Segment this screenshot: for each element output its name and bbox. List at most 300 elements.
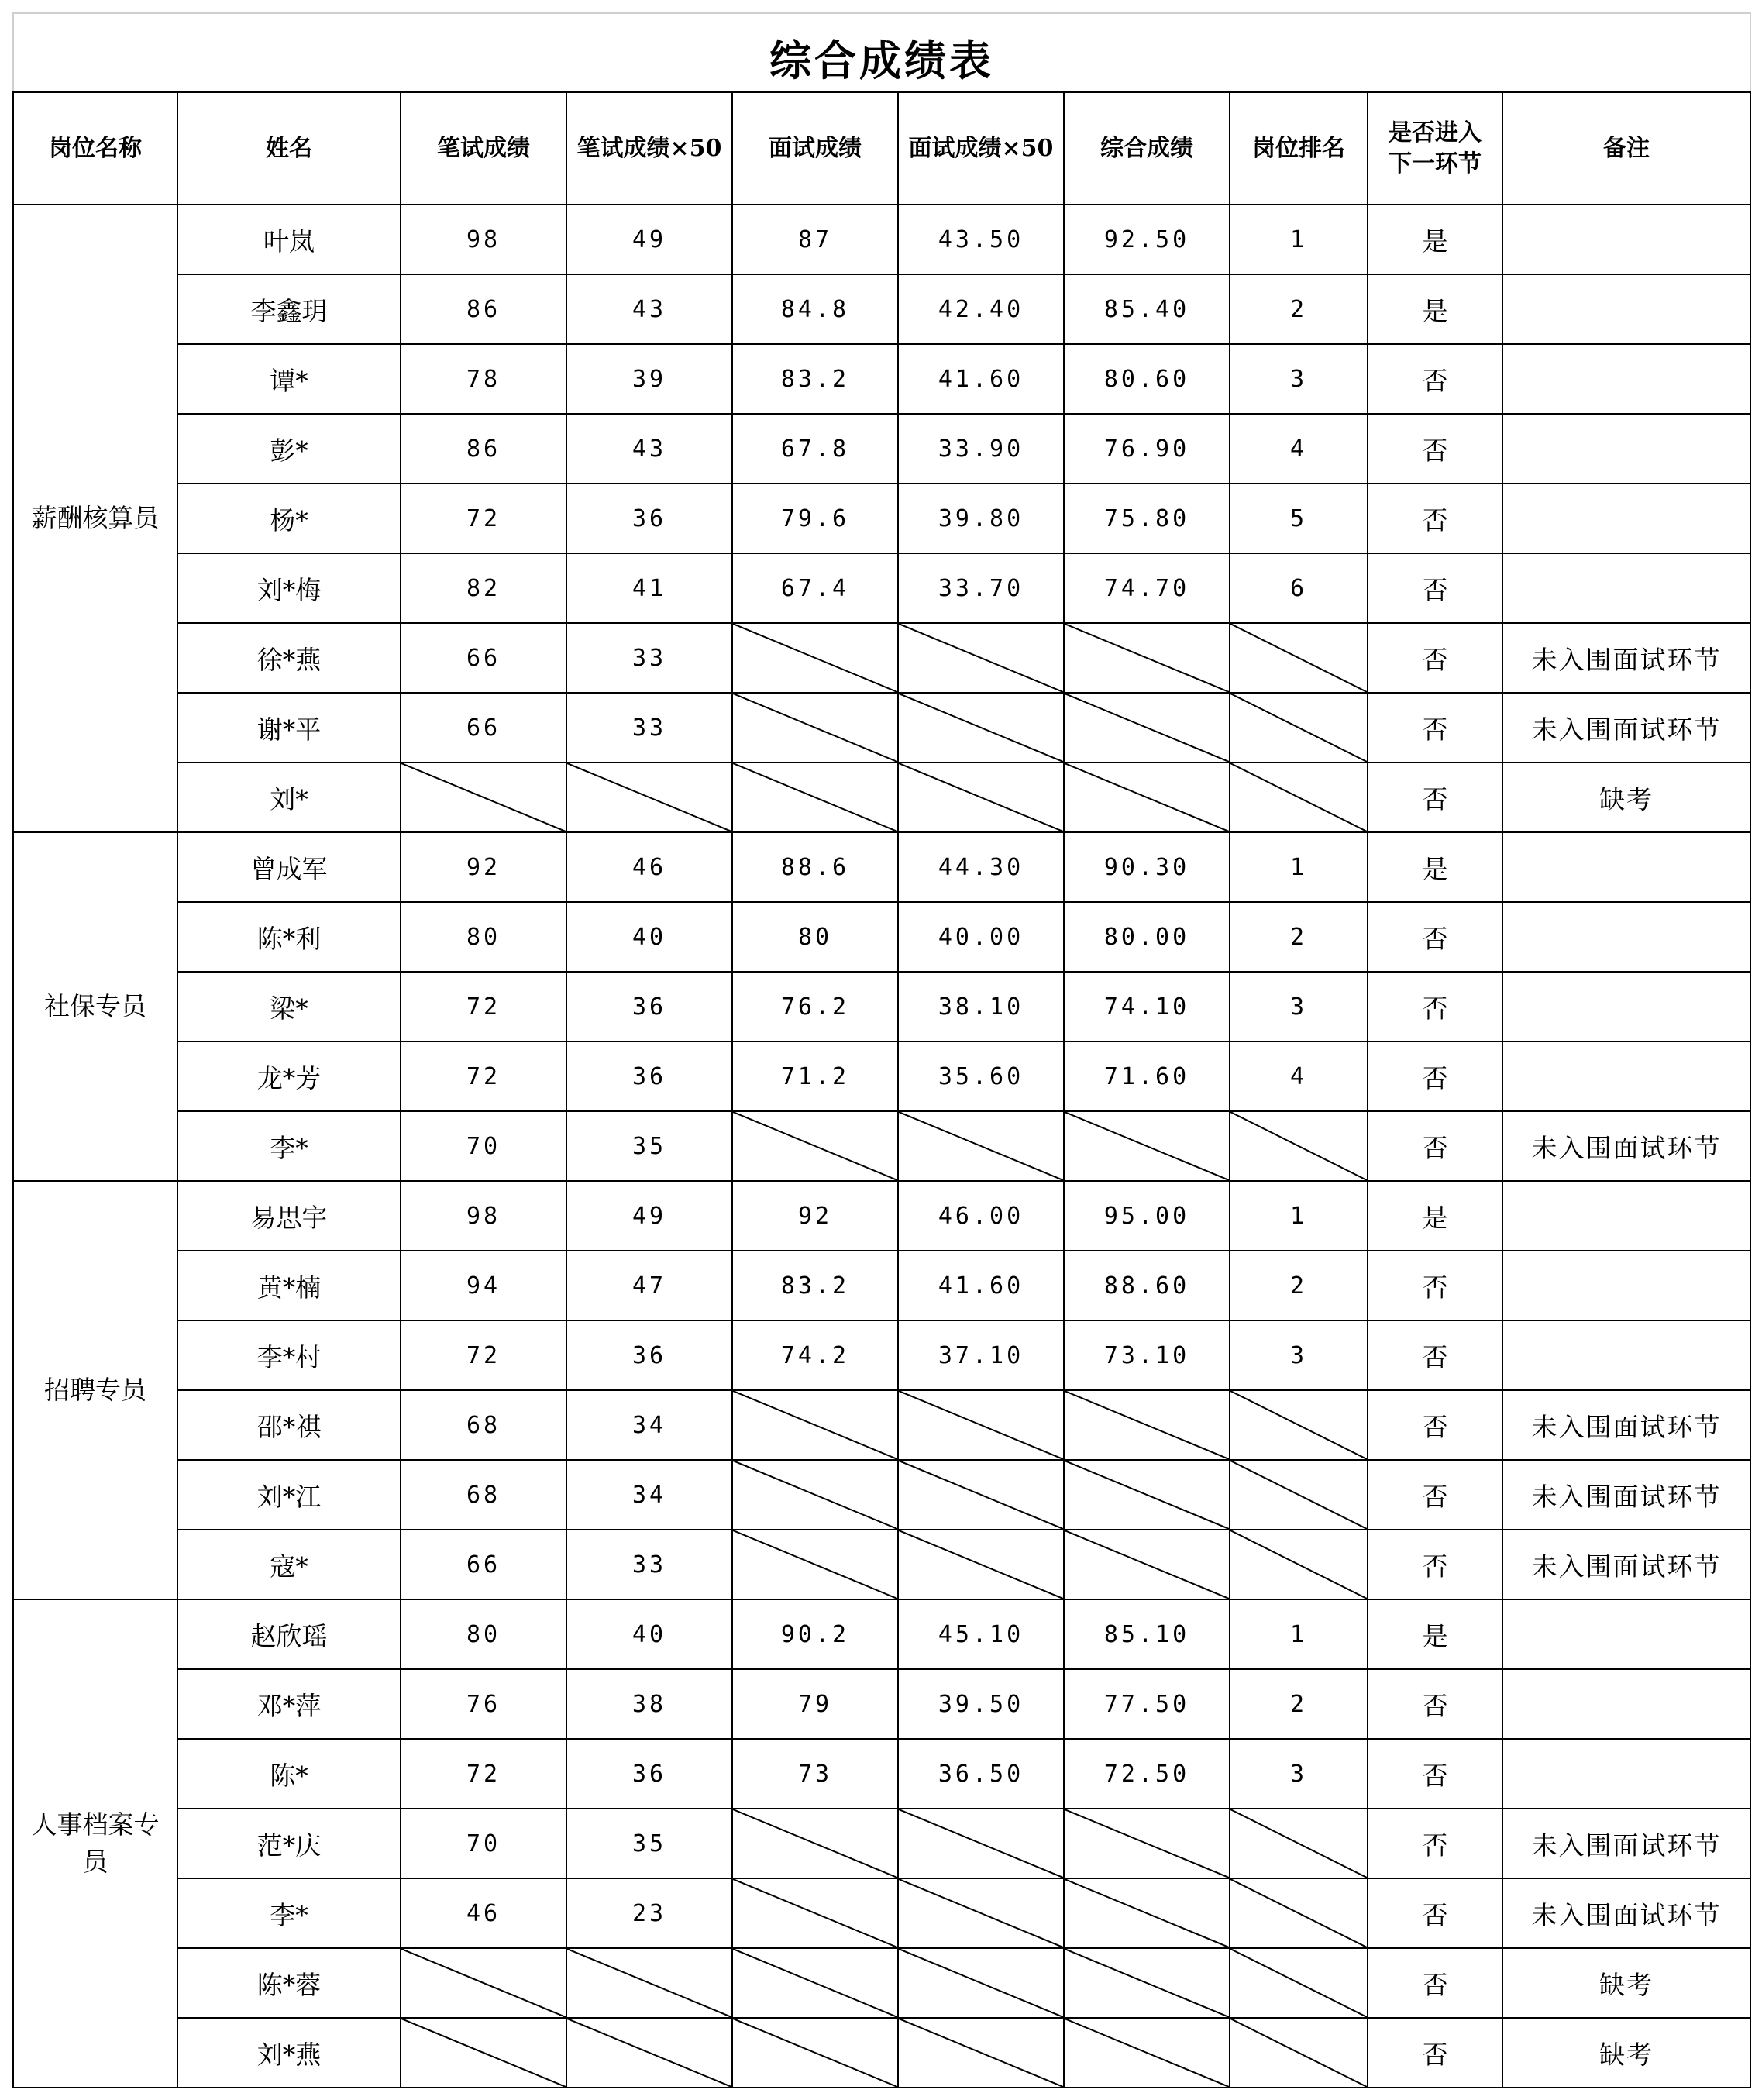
table-row (13, 1809, 1750, 1878)
interview-x50-cell: 39.80 (898, 484, 1064, 553)
name-cell: 赵欣瑶 (177, 1599, 401, 1669)
table-row (13, 972, 1750, 1041)
rank-cell-empty (1230, 1948, 1368, 2018)
written-x50-cell: 36 (566, 484, 732, 553)
interview-x50-cell: 39.50 (898, 1669, 1064, 1739)
empty-slash-icon (733, 763, 897, 831)
table-row (13, 1390, 1750, 1460)
next-stage-cell: 是 (1368, 205, 1502, 274)
empty-slash-icon (899, 763, 1063, 831)
rank-cell: 2 (1230, 902, 1368, 972)
rank-cell: 2 (1230, 1669, 1368, 1739)
written-score-cell: 72 (401, 484, 566, 553)
empty-slash-icon (899, 1809, 1063, 1878)
name-cell: 范*庆 (177, 1809, 401, 1878)
written-score-cell: 86 (401, 414, 566, 484)
table-row (13, 1181, 1750, 1251)
name-cell: 刘*梅 (177, 553, 401, 623)
written-score-cell: 66 (401, 623, 566, 693)
written-score-cell: 78 (401, 344, 566, 414)
table-row (13, 1669, 1750, 1739)
interview-x50-cell-empty (898, 623, 1064, 693)
interview-score-cell-empty (732, 1111, 898, 1181)
remark-cell: 未入围面试环节 (1502, 1878, 1750, 1948)
remark-cell (1502, 1041, 1750, 1111)
table-row (13, 1530, 1750, 1599)
empty-slash-icon (1230, 1809, 1367, 1878)
next-stage-cell: 否 (1368, 484, 1502, 553)
total-score-cell: 85.10 (1064, 1599, 1230, 1669)
name-cell: 邓*萍 (177, 1669, 401, 1739)
name-cell: 李* (177, 1878, 401, 1948)
header-written: 笔试成绩 (401, 92, 566, 205)
empty-slash-icon (733, 2019, 897, 2087)
written-score-cell: 70 (401, 1111, 566, 1181)
name-cell: 李* (177, 1111, 401, 1181)
written-score-cell: 66 (401, 1530, 566, 1599)
empty-slash-icon (1230, 1112, 1367, 1180)
written-score-cell: 98 (401, 1181, 566, 1251)
remark-cell (1502, 484, 1750, 553)
empty-slash-icon (733, 624, 897, 692)
next-stage-cell: 否 (1368, 553, 1502, 623)
total-score-cell-empty (1064, 2018, 1230, 2088)
total-score-cell: 80.60 (1064, 344, 1230, 414)
rank-cell: 1 (1230, 832, 1368, 902)
header-position: 岗位名称 (13, 92, 177, 205)
rank-cell: 3 (1230, 344, 1368, 414)
table-row (13, 1878, 1750, 1948)
total-score-cell: 72.50 (1064, 1739, 1230, 1809)
empty-slash-icon (733, 1949, 897, 2017)
written-x50-cell: 40 (566, 1599, 732, 1669)
name-cell: 谢*平 (177, 693, 401, 763)
name-cell: 谭* (177, 344, 401, 414)
empty-slash-icon (733, 1809, 897, 1878)
written-x50-cell: 36 (566, 972, 732, 1041)
empty-slash-icon (1230, 1461, 1367, 1529)
position-cell (13, 205, 177, 832)
empty-slash-icon (899, 1530, 1063, 1599)
interview-x50-cell-empty (898, 1390, 1064, 1460)
remark-cell: 缺考 (1502, 2018, 1750, 2088)
name-cell: 刘* (177, 763, 401, 832)
interview-score-cell: 79.6 (732, 484, 898, 553)
written-x50-cell: 33 (566, 623, 732, 693)
remark-cell: 未入围面试环节 (1502, 623, 1750, 693)
remark-cell (1502, 1599, 1750, 1669)
total-score-cell: 95.00 (1064, 1181, 1230, 1251)
rank-cell: 1 (1230, 205, 1368, 274)
empty-slash-icon (899, 2019, 1063, 2087)
rank-cell: 2 (1230, 274, 1368, 344)
empty-slash-icon (1230, 694, 1367, 762)
table-row (13, 1251, 1750, 1320)
written-x50-cell: 39 (566, 344, 732, 414)
written-score-cell: 80 (401, 902, 566, 972)
empty-slash-icon (1065, 1949, 1229, 2017)
remark-cell: 未入围面试环节 (1502, 693, 1750, 763)
table-row (13, 1948, 1750, 2018)
rank-cell: 1 (1230, 1599, 1368, 1669)
empty-slash-icon (1230, 1879, 1367, 1947)
rank-cell: 4 (1230, 414, 1368, 484)
interview-score-cell: 84.8 (732, 274, 898, 344)
written-x50-cell: 43 (566, 274, 732, 344)
table-row (13, 693, 1750, 763)
empty-slash-icon (733, 1530, 897, 1599)
name-cell: 陈*利 (177, 902, 401, 972)
written-score-cell: 76 (401, 1669, 566, 1739)
empty-slash-icon (899, 1391, 1063, 1459)
total-score-cell: 76.90 (1064, 414, 1230, 484)
interview-score-cell: 67.8 (732, 414, 898, 484)
empty-slash-icon (733, 1112, 897, 1180)
name-cell: 易思宇 (177, 1181, 401, 1251)
next-stage-cell: 否 (1368, 693, 1502, 763)
next-stage-cell: 是 (1368, 274, 1502, 344)
interview-x50-cell-empty (898, 693, 1064, 763)
rank-cell-empty (1230, 623, 1368, 693)
empty-slash-icon (401, 763, 566, 831)
interview-score-cell: 76.2 (732, 972, 898, 1041)
next-stage-cell: 否 (1368, 344, 1502, 414)
total-score-cell-empty (1064, 623, 1230, 693)
next-stage-cell: 是 (1368, 832, 1502, 902)
remark-cell (1502, 972, 1750, 1041)
position-label: 社保专员 (44, 991, 146, 1021)
remark-cell: 缺考 (1502, 763, 1750, 832)
position-cell (13, 1181, 177, 1599)
total-score-cell: 74.70 (1064, 553, 1230, 623)
written-x50-cell-empty (566, 1948, 732, 2018)
total-score-cell-empty (1064, 1111, 1230, 1181)
position-cell (13, 832, 177, 1181)
rank-cell: 4 (1230, 1041, 1368, 1111)
table-row (13, 1041, 1750, 1111)
written-score-cell: 68 (401, 1460, 566, 1530)
total-score-cell: 75.80 (1064, 484, 1230, 553)
written-x50-cell: 46 (566, 832, 732, 902)
written-score-cell: 72 (401, 1041, 566, 1111)
name-cell: 李鑫玥 (177, 274, 401, 344)
next-stage-cell: 否 (1368, 1460, 1502, 1530)
total-score-cell-empty (1064, 1460, 1230, 1530)
table-body (13, 205, 1750, 2088)
table-row (13, 344, 1750, 414)
rank-cell: 6 (1230, 553, 1368, 623)
rank-cell: 3 (1230, 972, 1368, 1041)
empty-slash-icon (401, 1949, 566, 2017)
name-cell: 龙*芳 (177, 1041, 401, 1111)
written-x50-cell: 33 (566, 1530, 732, 1599)
written-score-cell: 68 (401, 1390, 566, 1460)
interview-x50-cell: 33.90 (898, 414, 1064, 484)
total-score-cell: 71.60 (1064, 1041, 1230, 1111)
interview-x50-cell: 36.50 (898, 1739, 1064, 1809)
written-score-cell: 70 (401, 1809, 566, 1878)
total-score-cell: 74.10 (1064, 972, 1230, 1041)
written-x50-cell-empty (566, 2018, 732, 2088)
interview-score-cell-empty (732, 1878, 898, 1948)
written-x50-cell: 49 (566, 205, 732, 274)
written-x50-cell: 36 (566, 1041, 732, 1111)
interview-x50-cell-empty (898, 1111, 1064, 1181)
title-box (12, 12, 1751, 93)
written-x50-cell: 40 (566, 902, 732, 972)
score-table (12, 91, 1751, 2088)
empty-slash-icon (899, 694, 1063, 762)
interview-x50-cell-empty (898, 1809, 1064, 1878)
total-score-cell: 88.60 (1064, 1251, 1230, 1320)
interview-x50-cell: 38.10 (898, 972, 1064, 1041)
total-score-cell: 90.30 (1064, 832, 1230, 902)
remark-cell: 未入围面试环节 (1502, 1111, 1750, 1181)
written-x50-cell: 36 (566, 1739, 732, 1809)
interview-x50-cell-empty (898, 1530, 1064, 1599)
header-interview-x50: 面试成绩×50 (898, 92, 1064, 205)
total-score-cell-empty (1064, 1878, 1230, 1948)
written-x50-cell: 36 (566, 1320, 732, 1390)
next-stage-cell: 否 (1368, 1320, 1502, 1390)
total-score-cell-empty (1064, 1809, 1230, 1878)
written-score-cell: 46 (401, 1878, 566, 1948)
table-row (13, 2018, 1750, 2088)
empty-slash-icon (899, 1949, 1063, 2017)
table-row (13, 1320, 1750, 1390)
empty-slash-icon (733, 1879, 897, 1947)
position-cell (13, 1599, 177, 2088)
empty-slash-icon (1230, 2019, 1367, 2087)
empty-slash-icon (1065, 1461, 1229, 1529)
interview-score-cell: 67.4 (732, 553, 898, 623)
name-cell: 杨* (177, 484, 401, 553)
rank-cell-empty (1230, 693, 1368, 763)
empty-slash-icon (567, 2019, 731, 2087)
interview-score-cell: 73 (732, 1739, 898, 1809)
written-score-cell: 98 (401, 205, 566, 274)
rank-cell-empty (1230, 1878, 1368, 1948)
interview-x50-cell: 41.60 (898, 344, 1064, 414)
name-cell: 梁* (177, 972, 401, 1041)
interview-score-cell-empty (732, 693, 898, 763)
interview-score-cell-empty (732, 1948, 898, 2018)
remark-cell: 未入围面试环节 (1502, 1809, 1750, 1878)
empty-slash-icon (1065, 1879, 1229, 1947)
remark-cell (1502, 832, 1750, 902)
next-stage-cell: 否 (1368, 972, 1502, 1041)
table-row (13, 832, 1750, 902)
interview-x50-cell: 42.40 (898, 274, 1064, 344)
empty-slash-icon (1065, 1809, 1229, 1878)
table-row (13, 1599, 1750, 1669)
rank-cell: 2 (1230, 1251, 1368, 1320)
written-x50-cell: 35 (566, 1809, 732, 1878)
remark-cell (1502, 414, 1750, 484)
table-row (13, 763, 1750, 832)
table-row (13, 1739, 1750, 1809)
written-x50-cell: 23 (566, 1878, 732, 1948)
written-score-cell: 72 (401, 1320, 566, 1390)
header-row (13, 92, 1750, 205)
header-total: 综合成绩 (1064, 92, 1230, 205)
next-stage-cell: 否 (1368, 2018, 1502, 2088)
rank-cell: 3 (1230, 1739, 1368, 1809)
empty-slash-icon (899, 1879, 1063, 1947)
next-stage-cell: 否 (1368, 1390, 1502, 1460)
empty-slash-icon (1065, 1530, 1229, 1599)
remark-cell: 未入围面试环节 (1502, 1530, 1750, 1599)
written-x50-cell: 43 (566, 414, 732, 484)
empty-slash-icon (567, 1949, 731, 2017)
interview-x50-cell: 33.70 (898, 553, 1064, 623)
empty-slash-icon (1065, 624, 1229, 692)
rank-cell: 3 (1230, 1320, 1368, 1390)
written-x50-cell: 38 (566, 1669, 732, 1739)
remark-cell (1502, 274, 1750, 344)
interview-x50-cell-empty (898, 1948, 1064, 2018)
empty-slash-icon (733, 1461, 897, 1529)
name-cell: 曾成军 (177, 832, 401, 902)
rank-cell-empty (1230, 1111, 1368, 1181)
interview-score-cell: 83.2 (732, 344, 898, 414)
total-score-cell-empty (1064, 763, 1230, 832)
next-stage-cell: 否 (1368, 1041, 1502, 1111)
empty-slash-icon (1065, 694, 1229, 762)
interview-x50-cell-empty (898, 1460, 1064, 1530)
interview-score-cell: 79 (732, 1669, 898, 1739)
total-score-cell: 80.00 (1064, 902, 1230, 972)
empty-slash-icon (1230, 1391, 1367, 1459)
total-score-cell: 92.50 (1064, 205, 1230, 274)
interview-score-cell: 88.6 (732, 832, 898, 902)
written-x50-cell: 49 (566, 1181, 732, 1251)
empty-slash-icon (1065, 2019, 1229, 2087)
written-score-cell: 66 (401, 693, 566, 763)
interview-score-cell: 74.2 (732, 1320, 898, 1390)
empty-slash-icon (1230, 1530, 1367, 1599)
position-label: 招聘专员 (44, 1375, 146, 1405)
rank-cell-empty (1230, 1530, 1368, 1599)
written-x50-cell: 47 (566, 1251, 732, 1320)
remark-cell: 未入围面试环节 (1502, 1390, 1750, 1460)
interview-score-cell: 87 (732, 205, 898, 274)
table-row (13, 623, 1750, 693)
interview-score-cell-empty (732, 1390, 898, 1460)
empty-slash-icon (1230, 763, 1367, 831)
written-score-cell: 80 (401, 1599, 566, 1669)
total-score-cell-empty (1064, 1530, 1230, 1599)
interview-x50-cell-empty (898, 1878, 1064, 1948)
header-next-stage (1368, 92, 1502, 205)
remark-cell (1502, 1320, 1750, 1390)
written-score-cell-empty (401, 763, 566, 832)
written-x50-cell: 35 (566, 1111, 732, 1181)
table-row (13, 484, 1750, 553)
empty-slash-icon (899, 1461, 1063, 1529)
remark-cell (1502, 902, 1750, 972)
rank-cell-empty (1230, 1460, 1368, 1530)
header-written-x50: 笔试成绩×50 (566, 92, 732, 205)
next-stage-cell: 否 (1368, 902, 1502, 972)
name-cell: 李*村 (177, 1320, 401, 1390)
interview-x50-cell: 41.60 (898, 1251, 1064, 1320)
written-score-cell-empty (401, 1948, 566, 2018)
interview-x50-cell-empty (898, 2018, 1064, 2088)
interview-x50-cell: 45.10 (898, 1599, 1064, 1669)
name-cell: 寇* (177, 1530, 401, 1599)
remark-cell (1502, 1181, 1750, 1251)
written-score-cell: 94 (401, 1251, 566, 1320)
empty-slash-icon (1065, 1112, 1229, 1180)
written-score-cell: 92 (401, 832, 566, 902)
next-stage-cell: 否 (1368, 1948, 1502, 2018)
remark-cell (1502, 344, 1750, 414)
next-stage-cell: 否 (1368, 1739, 1502, 1809)
rank-cell-empty (1230, 763, 1368, 832)
name-cell: 彭* (177, 414, 401, 484)
next-stage-cell: 否 (1368, 763, 1502, 832)
next-stage-cell: 否 (1368, 1111, 1502, 1181)
name-cell: 刘*江 (177, 1460, 401, 1530)
remark-cell (1502, 205, 1750, 274)
position-label: 薪酬核算员 (31, 503, 160, 533)
interview-x50-cell: 46.00 (898, 1181, 1064, 1251)
position-label: 人事档案专员 (31, 1809, 160, 1877)
next-stage-cell: 否 (1368, 1530, 1502, 1599)
written-x50-cell: 33 (566, 693, 732, 763)
header-name: 姓名 (177, 92, 401, 205)
name-cell: 陈* (177, 1739, 401, 1809)
total-score-cell: 85.40 (1064, 274, 1230, 344)
table-row (13, 1111, 1750, 1181)
table-row (13, 902, 1750, 972)
name-cell: 邵*祺 (177, 1390, 401, 1460)
rank-cell: 1 (1230, 1181, 1368, 1251)
table-row (13, 553, 1750, 623)
total-score-cell-empty (1064, 1948, 1230, 2018)
empty-slash-icon (899, 1112, 1063, 1180)
table-row (13, 414, 1750, 484)
name-cell: 陈*蓉 (177, 1948, 401, 2018)
total-score-cell-empty (1064, 693, 1230, 763)
written-x50-cell: 34 (566, 1390, 732, 1460)
interview-x50-cell: 43.50 (898, 205, 1064, 274)
rank-cell-empty (1230, 2018, 1368, 2088)
interview-x50-cell: 35.60 (898, 1041, 1064, 1111)
next-stage-cell: 是 (1368, 1181, 1502, 1251)
remark-cell (1502, 1739, 1750, 1809)
written-score-cell: 86 (401, 274, 566, 344)
next-stage-cell: 否 (1368, 1251, 1502, 1320)
written-x50-cell: 41 (566, 553, 732, 623)
table-row (13, 205, 1750, 274)
interview-score-cell-empty (732, 763, 898, 832)
interview-x50-cell-empty (898, 763, 1064, 832)
interview-score-cell: 92 (732, 1181, 898, 1251)
rank-cell-empty (1230, 1390, 1368, 1460)
remark-cell (1502, 1669, 1750, 1739)
interview-score-cell: 90.2 (732, 1599, 898, 1669)
empty-slash-icon (1065, 763, 1229, 831)
written-score-cell: 72 (401, 972, 566, 1041)
next-stage-cell: 否 (1368, 1809, 1502, 1878)
next-stage-cell: 否 (1368, 1878, 1502, 1948)
interview-score-cell-empty (732, 1530, 898, 1599)
rank-cell-empty (1230, 1809, 1368, 1878)
rank-cell: 5 (1230, 484, 1368, 553)
written-x50-cell-empty (566, 763, 732, 832)
